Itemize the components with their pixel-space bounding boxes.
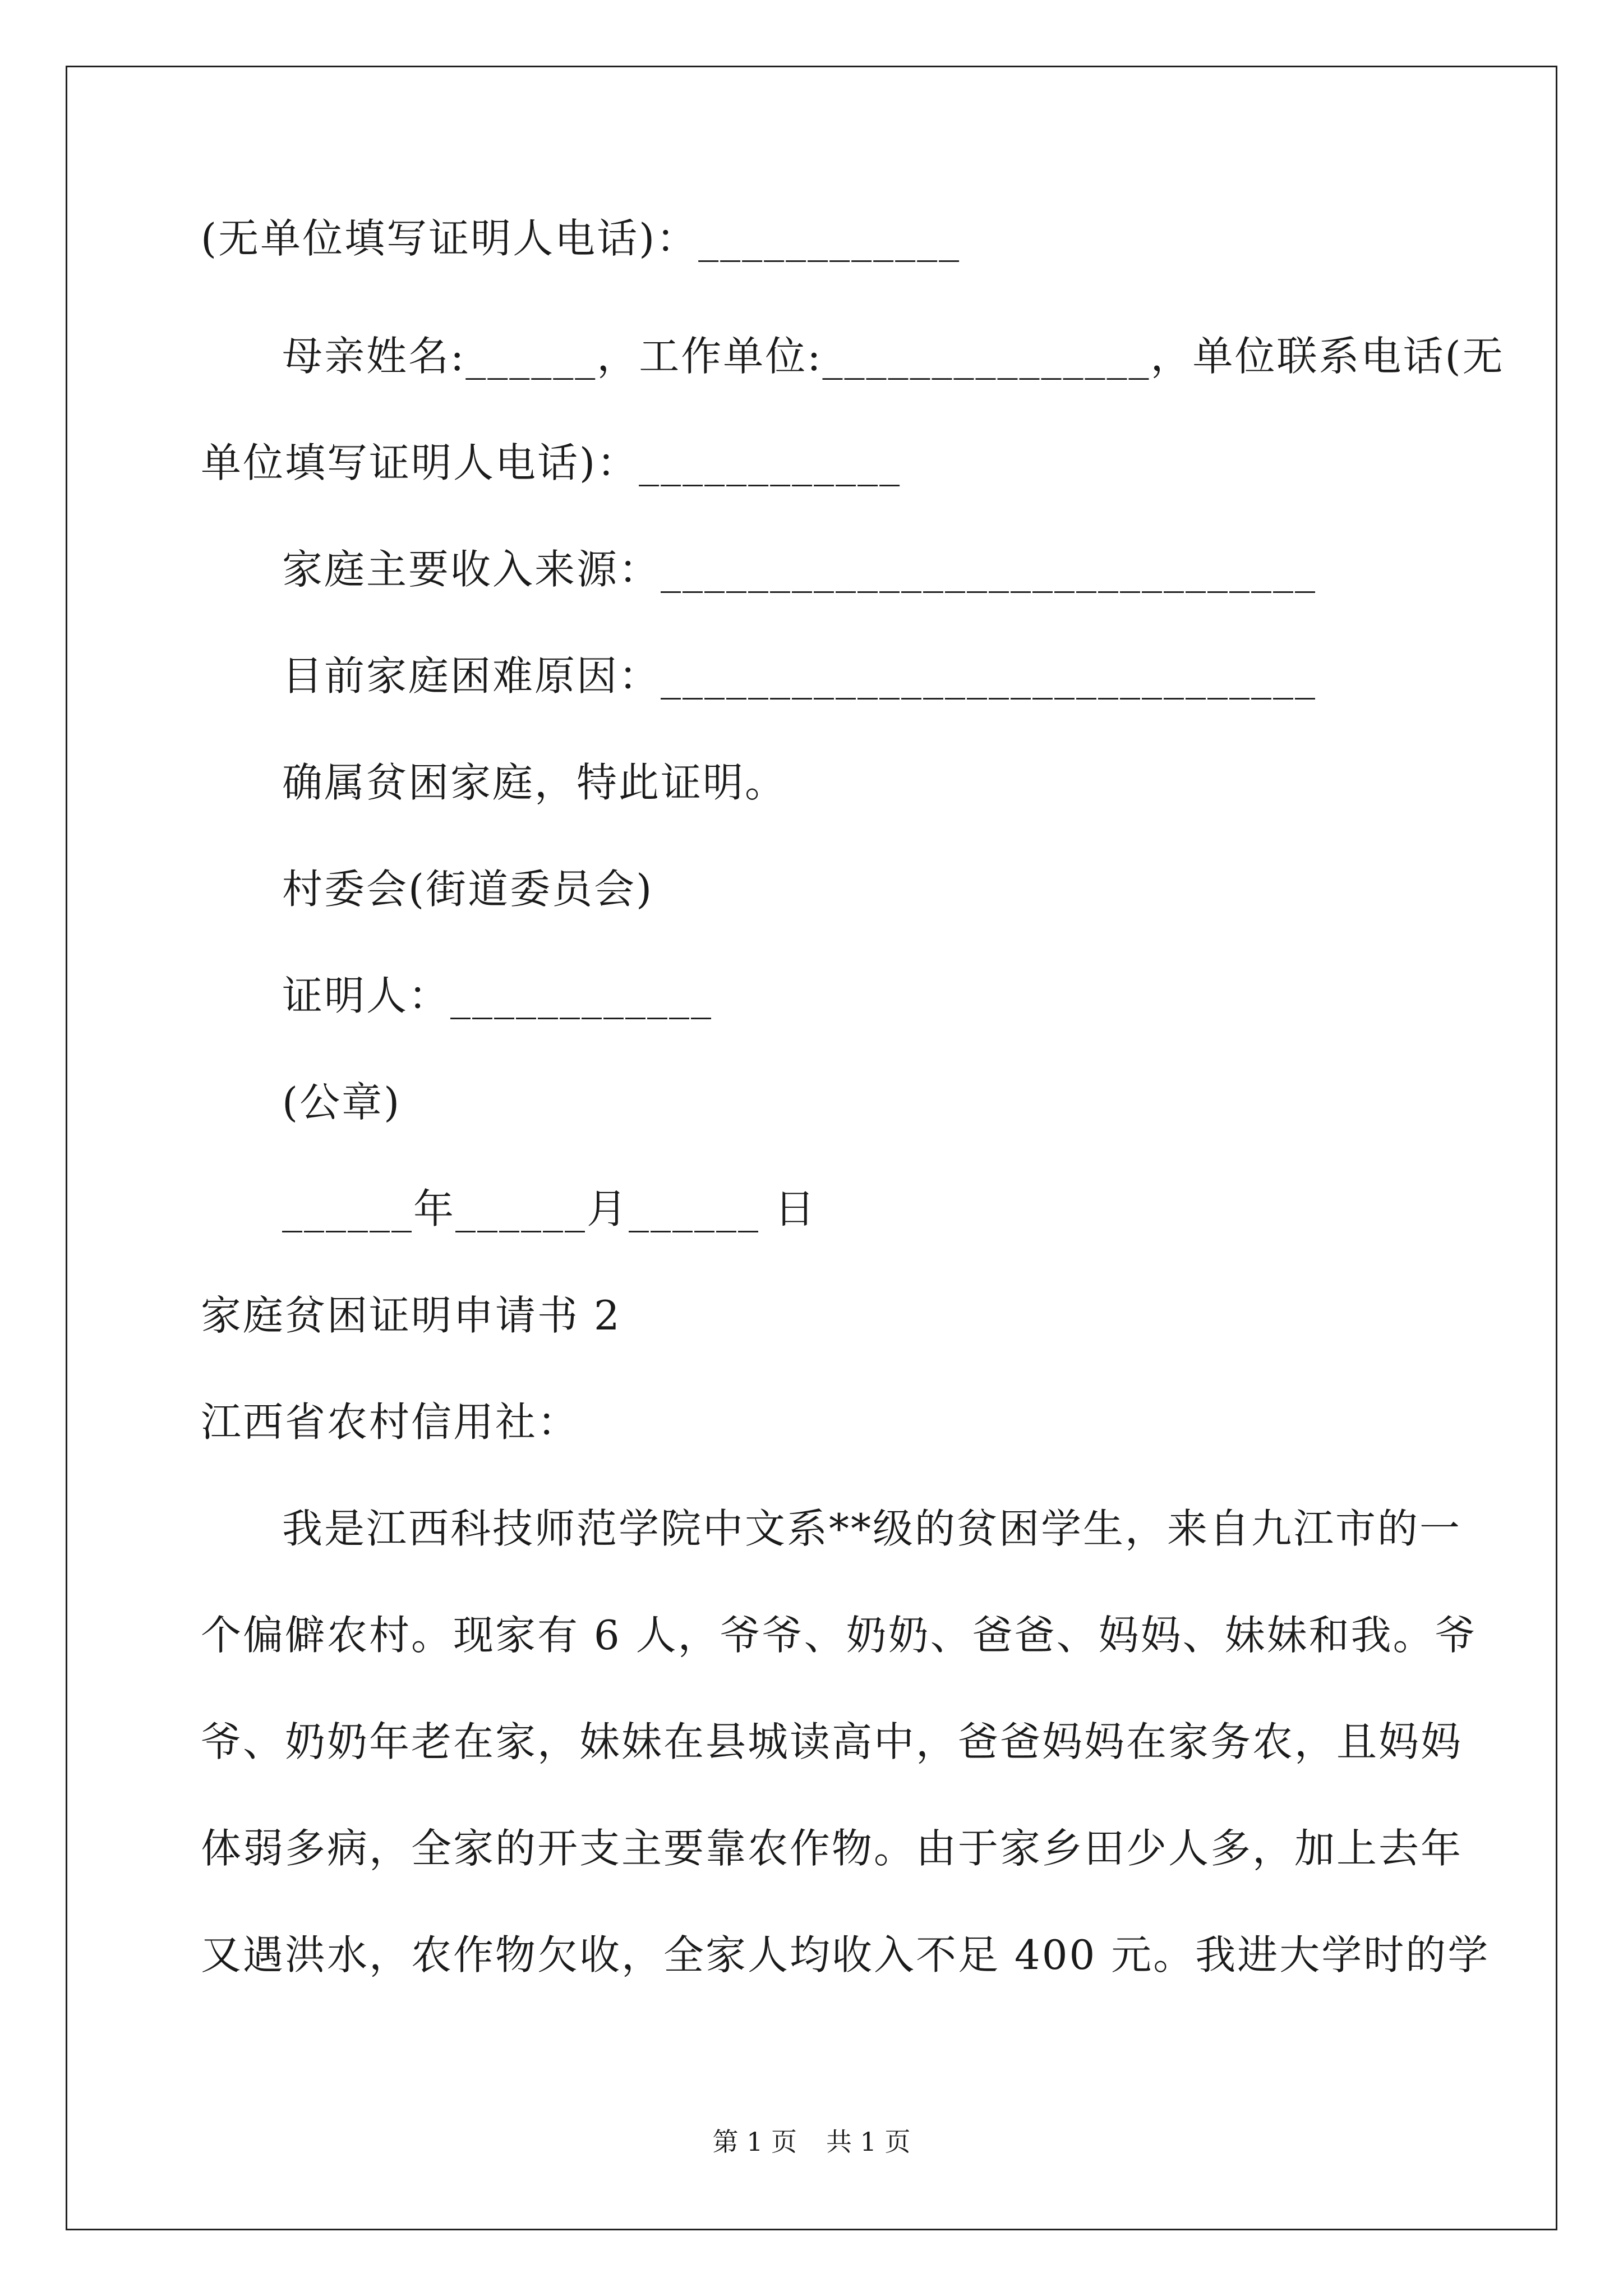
text-line-mother-phone-continued: 单位填写证明人电话)：____________ (201, 439, 902, 486)
text-line-village-committee: 村委会(街道委员会) (282, 866, 654, 913)
text-line-certifier: 证明人：____________ (282, 972, 713, 1019)
section-heading: 家庭贫困证明申请书 2 (201, 1292, 621, 1339)
text-line-certification: 确属贫困家庭，特此证明。 (282, 759, 787, 806)
page-number-total: 共 1 页 (826, 2127, 911, 2157)
body-paragraph-line: 又遇洪水，农作物欠收，全家人均收入不足 400 元。我进大学时的学 (201, 1931, 1490, 1978)
page-border (66, 66, 1557, 2230)
text-line-hardship-reason: 目前家庭困难原因：______________________________ (282, 652, 1317, 700)
text-line-addressee: 江西省农村信用社： (201, 1398, 580, 1446)
body-paragraph-line: 我是江西科技师范学院中文系**级的贫困学生，来自九江市的一 (282, 1505, 1462, 1552)
page-footer (0, 2125, 1623, 2159)
text-line-official-seal: (公章) (282, 1079, 402, 1126)
page-number-current: 第 1 页 (712, 2127, 797, 2157)
body-paragraph-line: 体弱多病，全家的开支主要靠农作物。由于家乡田少人多，加上去年 (201, 1825, 1463, 1872)
body-paragraph-line: 爷、奶奶年老在家，妹妹在县城读高中，爸爸妈妈在家务农，且妈妈 (201, 1718, 1463, 1765)
body-paragraph-line: 个偏僻农村。现家有 6 人，爷爷、奶奶、爸爸、妈妈、妹妹和我。爷 (201, 1612, 1477, 1659)
text-line-income-source: 家庭主要收入来源：______________________________ (282, 546, 1317, 593)
text-line-father-phone-continued: (无单位填写证明人电话)：____________ (201, 215, 961, 262)
text-line-mother-info: 母亲姓名:______，工作单位:_______________，单位联系电话(无 (282, 333, 1505, 380)
text-line-date: ______年______月______ 日 (282, 1185, 817, 1232)
